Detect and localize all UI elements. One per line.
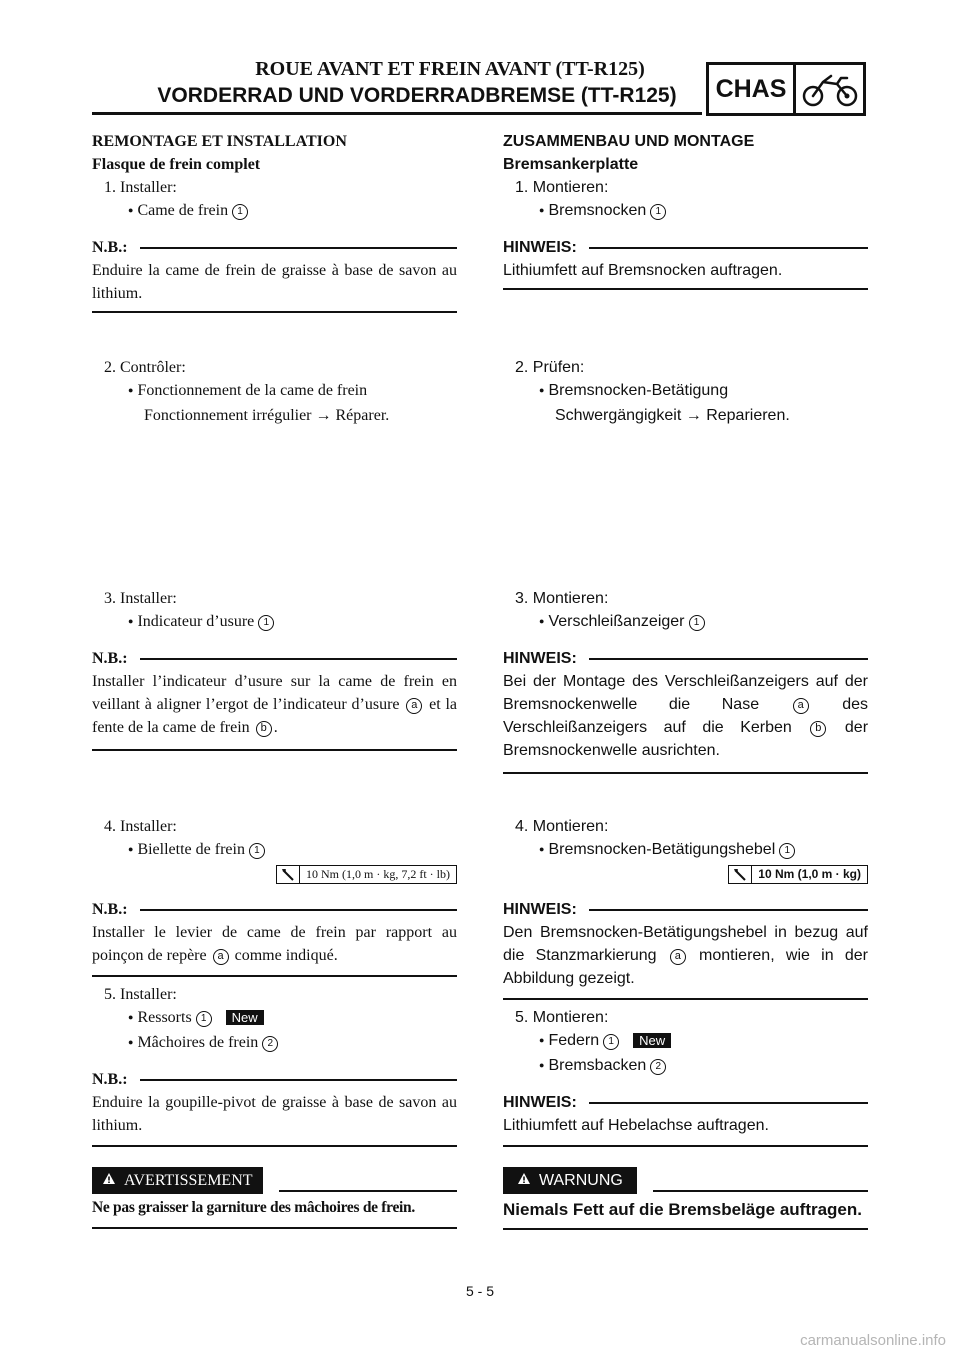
note-rule <box>503 288 868 290</box>
note-rule <box>92 749 457 751</box>
step-detail: Schwergängigkeit → Reparieren. <box>555 407 790 424</box>
fr-step-3 <box>92 587 457 751</box>
step-item: ● Indicateur d’usure 1 <box>92 610 457 635</box>
note-text: Enduire la came de frein de graisse à base de savon au lithium. <box>92 262 457 302</box>
note-rule <box>503 772 868 774</box>
step-item: ● Bremsnocken-Betätigungshebel 1 <box>503 838 868 863</box>
note-label: N.B.: <box>92 239 128 256</box>
step-item: ● Fonctionnement de la came de frein <box>92 379 457 404</box>
callout-number: 1 <box>232 204 248 220</box>
callout-number: 1 <box>196 1011 212 1027</box>
step-item: ● Bremsnocken 1 <box>503 199 868 224</box>
watermark: carmanualsonline.info <box>800 1332 946 1349</box>
note-box <box>503 1091 868 1147</box>
note-rule <box>92 1145 457 1147</box>
step-item: ● Ressorts 1 New <box>92 1006 457 1031</box>
note-rule <box>92 311 457 313</box>
step-label: 4. Montieren: <box>515 818 609 835</box>
step-label: 3. Installer: <box>104 590 177 607</box>
step-label: 2. Prüfen: <box>515 359 585 376</box>
step-label: 1. Montieren: <box>515 179 609 196</box>
note-rule <box>503 1145 868 1147</box>
step-item: ● Bremsnocken-Betätigung <box>503 379 868 404</box>
warning-box <box>92 1167 457 1229</box>
note-label: N.B.: <box>92 901 128 918</box>
note-label: N.B.: <box>92 650 128 667</box>
callout-number: 1 <box>249 843 265 859</box>
callout-letter: b <box>256 721 272 737</box>
wrench-icon <box>277 866 300 883</box>
warning-text: Ne pas graisser la garniture des mâchoires de frein. <box>92 1199 415 1216</box>
note-text: Den Bremsnocken-Betätigungshebel in bezug auf die Stanzmarkierung a montieren, wie in der Abbildung gezeigt. <box>503 924 868 987</box>
motorcycle-icon <box>796 65 863 113</box>
step-label: 4. Installer: <box>104 818 177 835</box>
note-box <box>92 898 457 977</box>
torque-spec <box>728 865 868 884</box>
step-label: 1. Installer: <box>104 179 177 196</box>
section-heading: ZUSAMMENBAU UND MONTAGE <box>503 133 755 150</box>
note-text: Installer le levier de came de frein par rapport au poinçon de repère a comme indiqué. <box>92 924 457 964</box>
step-item: ● Bremsbacken 2 <box>503 1054 868 1079</box>
callout-number: 1 <box>689 615 705 631</box>
step-label: 5. Installer: <box>104 986 177 1003</box>
callout-letter: a <box>213 949 229 965</box>
step-item: ● Biellette de frein 1 <box>92 838 457 863</box>
step-label: 2. Contrôler: <box>104 359 186 376</box>
section-badge <box>706 62 866 116</box>
warning-icon <box>517 1169 531 1192</box>
new-badge: New <box>226 1010 264 1025</box>
callout-number: 2 <box>262 1036 278 1052</box>
new-badge: New <box>633 1033 671 1048</box>
step-item: ● Came de frein 1 <box>92 199 457 224</box>
note-box <box>503 647 868 774</box>
warning-box <box>503 1167 868 1230</box>
wrench-icon <box>729 866 752 883</box>
de-step-3 <box>503 587 868 774</box>
section-heading: REMONTAGE ET INSTALLATION <box>92 133 347 150</box>
callout-letter: b <box>810 721 826 737</box>
callout-letter: a <box>406 698 422 714</box>
step-label: 5. Montieren: <box>515 1009 609 1026</box>
note-text: Lithiumfett auf Hebelachse auftragen. <box>503 1117 769 1134</box>
step-item: ● Verschleißanzeiger 1 <box>503 610 868 635</box>
note-label: HINWEIS: <box>503 901 577 918</box>
warning-icon <box>102 1169 116 1192</box>
de-step-2 <box>503 356 868 427</box>
fr-column <box>92 130 457 313</box>
page-title-fr: ROUE AVANT ET FREIN AVANT (TT-R125) <box>255 58 645 80</box>
section-subheading: Flasque de frein complet <box>92 156 261 173</box>
step-item: ● Federn 1 New <box>503 1029 868 1054</box>
page-number: 5 - 5 <box>465 1283 494 1299</box>
header-rule <box>92 112 702 115</box>
callout-number: 1 <box>258 615 274 631</box>
note-box <box>503 236 868 290</box>
note-label: HINWEIS: <box>503 239 577 256</box>
note-text: Enduire la goupille-pivot de graisse à base de savon au lithium. <box>92 1094 457 1134</box>
de-step-4 <box>503 815 868 1230</box>
note-label: HINWEIS: <box>503 650 577 667</box>
de-column <box>503 130 868 290</box>
callout-number: 1 <box>603 1034 619 1050</box>
warning-label: WARNUNG <box>539 1172 623 1189</box>
note-rule <box>92 975 457 977</box>
note-box <box>503 898 868 1000</box>
callout-number: 1 <box>779 843 795 859</box>
note-text: Bei der Montage des Verschleißanzeigers auf der Bremsnockenwelle die Nase a des Verschleißanzeigers auf die Kerben b der Bremsnockenwelle ausrichten. <box>503 673 869 759</box>
callout-number: 2 <box>650 1059 666 1075</box>
page-title-de: VORDERRAD UND VORDERRADBREMSE (TT-R125) <box>157 84 677 107</box>
note-text: Installer l’indicateur d’usure sur la came de frein en veillant à aligner l’ergot de l’indicateur d’usure a et la fente de la came de frein b . <box>92 673 458 736</box>
warning-rule <box>503 1228 868 1230</box>
callout-letter: a <box>793 698 809 714</box>
warning-rule <box>92 1227 457 1229</box>
step-label: 3. Montieren: <box>515 590 609 607</box>
warning-text: Niemals Fett auf die Bremsbeläge auftragen. <box>503 1200 862 1219</box>
note-box <box>92 647 457 751</box>
fr-step-2 <box>92 356 457 427</box>
section-subheading: Bremsankerplatte <box>503 156 639 173</box>
section-code: CHAS <box>709 65 796 113</box>
torque-spec <box>276 865 457 884</box>
note-label: HINWEIS: <box>503 1094 577 1111</box>
note-box <box>92 1068 457 1147</box>
torque-value: 10 Nm (1,0 m · kg) <box>758 867 861 881</box>
torque-value: 10 Nm (1,0 m · kg, 7,2 ft · lb) <box>306 867 450 881</box>
fr-step-4 <box>92 815 457 1229</box>
note-text: Lithiumfett auf Bremsnocken auftragen. <box>503 262 783 279</box>
note-box <box>92 236 457 313</box>
note-rule <box>503 998 868 1000</box>
note-label: N.B.: <box>92 1071 128 1088</box>
callout-number: 1 <box>650 204 666 220</box>
step-detail: Fonctionnement irrégulier → Réparer. <box>144 407 390 424</box>
step-item: ● Mâchoires de frein 2 <box>92 1031 457 1056</box>
callout-letter: a <box>670 949 686 965</box>
warning-label: AVERTISSEMENT <box>124 1172 253 1189</box>
